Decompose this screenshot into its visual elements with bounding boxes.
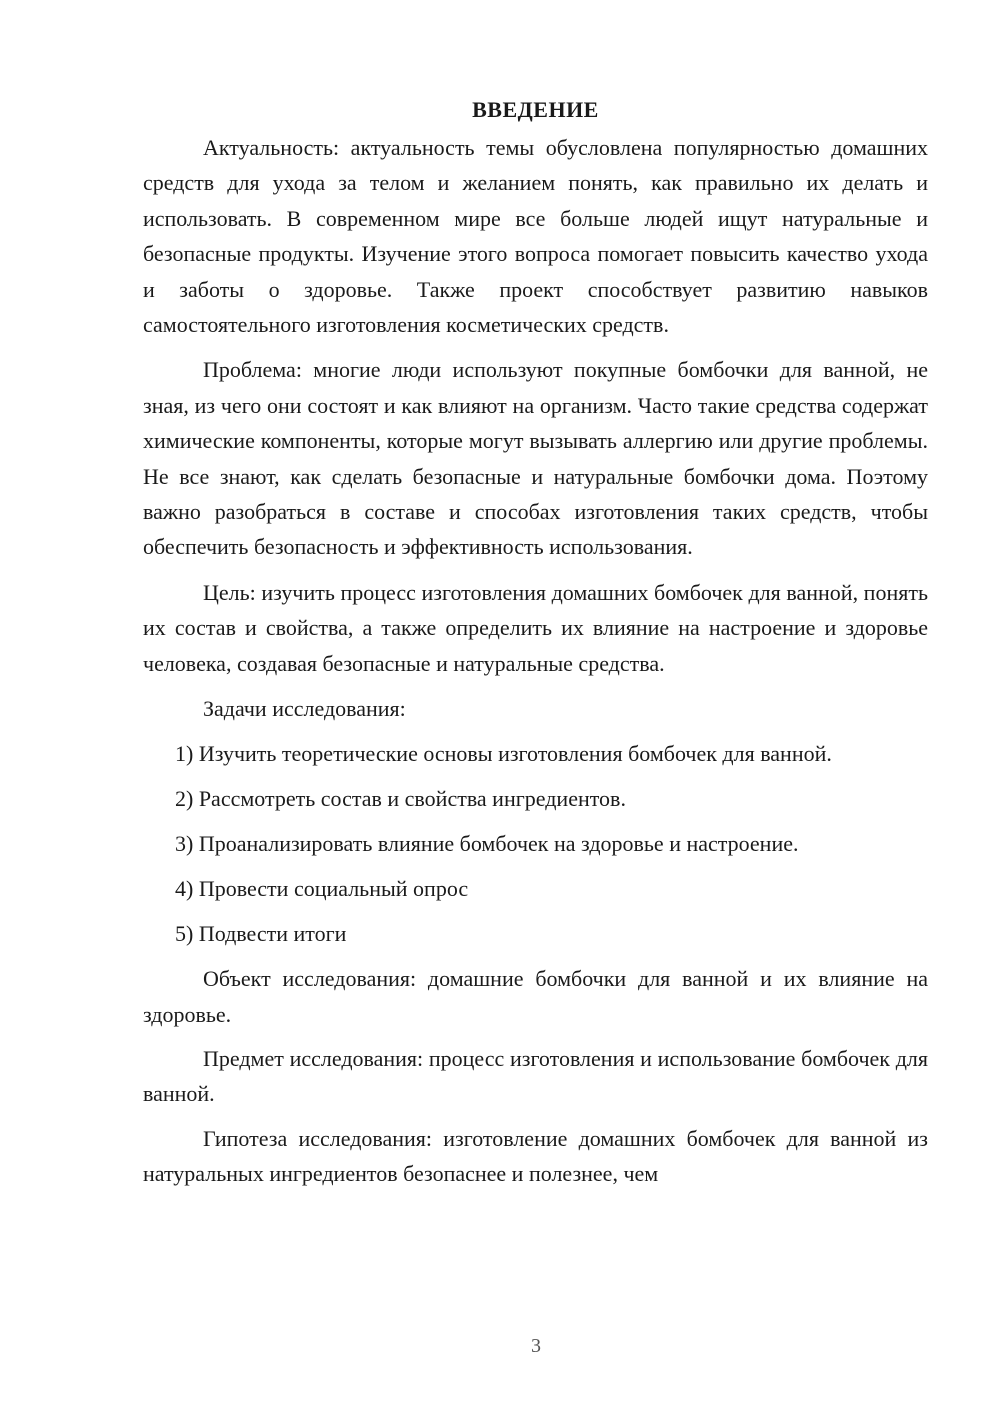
task-item-2: 2) Рассмотреть состав и свойства ингредиентов.: [175, 786, 626, 812]
paragraph-goal: Цель: изучить процесс изготовления домашних бомбочек для ванной, понять их состав и свойства, а также определить их влияние на настроение и здоровье человека, создавая безопасные и натуральные средства.: [143, 579, 928, 676]
paragraph-hypothesis: Гипотеза исследования: изготовление домашних бомбочек для ванной из натуральных ингредиентов безопаснее и полезнее, чем: [143, 1125, 928, 1187]
tasks-heading: Задачи исследования:: [203, 696, 406, 722]
page-number: 3: [531, 1335, 541, 1357]
section-title: ВВЕДЕНИЕ: [472, 97, 599, 122]
page-content: [143, 92, 928, 1202]
paragraph-object: Объект исследования: домашние бомбочки для ванной и их влияние на здоровье.: [143, 966, 928, 1027]
paragraph-relevance: Актуальность: актуальность темы обусловлена популярностью домашних средств для ухода за телом и желанием понять, как правильно их делать и использовать. В современном мире все больше людей ищут натуральные и безопасные продукты. Изучение этого вопроса помогает повысить качество ухода и заботы о здоровье. Также проект способствует развитию навыков самостоятельного изготовления косметических средств.: [143, 135, 928, 338]
paragraph-subject: Предмет исследования: процесс изготовления и использование бомбочек для ванной.: [143, 1045, 928, 1107]
task-list: [143, 736, 928, 951]
task-item-5: 5) Подвести итоги: [175, 921, 347, 947]
task-item-3: 3) Проанализировать влияние бомбочек на здоровье и настроение.: [175, 831, 799, 857]
paragraph-problem: Проблема: многие люди используют покупные бомбочки для ванной, не зная, из чего они состоят и как влияют на организм. Часто такие средства содержат химические компоненты, которые могут вызывать аллергию или другие проблемы. Не все знают, как сделать безопасные и натуральные бомбочки дома. Поэтому важно разобраться в составе и способах изготовления таких средств, чтобы обеспечить безопасность и эффективность использования.: [143, 357, 928, 560]
task-item-1: 1) Изучить теоретические основы изготовления бомбочек для ванной.: [175, 741, 832, 767]
task-item-4: 4) Провести социальный опрос: [175, 876, 469, 902]
